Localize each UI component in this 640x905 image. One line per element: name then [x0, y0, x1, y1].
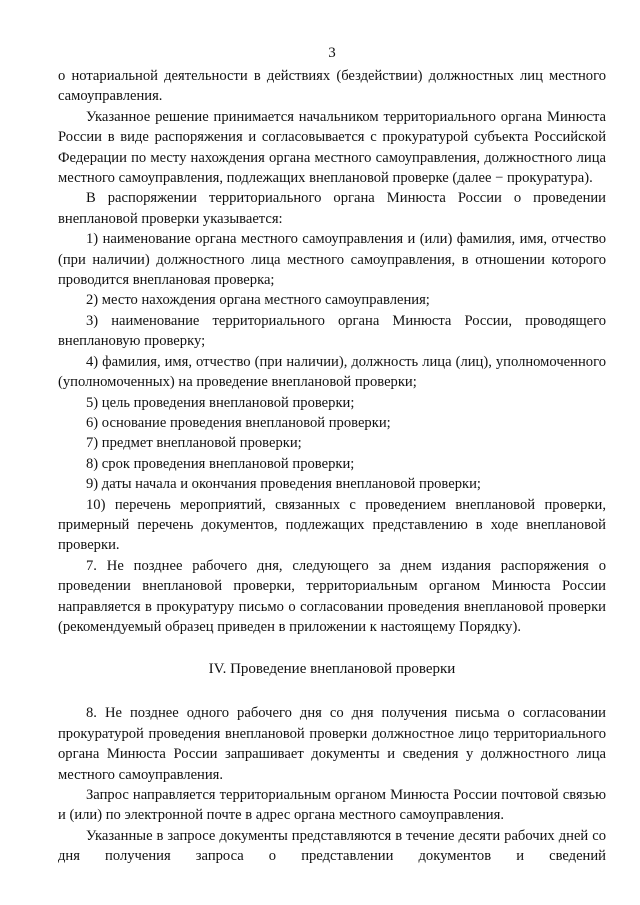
list-item: 3) наименование территориального органа Минюста России, проводящего внеплановую проверку;	[58, 312, 606, 350]
list-item: 2) место нахождения органа местного самоуправления;	[86, 292, 430, 309]
paragraph: В распоряжении территориального органа Минюста России о проведении внеплановой проверки указывается:	[58, 190, 606, 227]
list-item: 7) предмет внеплановой проверки;	[86, 435, 302, 452]
list-item: 10) перечень мероприятий, связанных с проведением внеплановой проверки, примерный перечень документов, подлежащих представлению в ходе внеплановой проверки.	[58, 496, 606, 554]
section-title: IV. Проведение внеплановой проверки	[208, 661, 456, 678]
list-item: 9) даты начала и окончания проведения внеплановой проверки;	[86, 476, 481, 493]
paragraph: Указанные в запросе документы представляются в течение десяти рабочих дней со дня получения запроса о представлении документов и сведений	[58, 827, 606, 865]
list-item: 8) срок проведения внеплановой проверки;	[86, 455, 355, 472]
paragraph: 8. Не позднее одного рабочего дня со дня получения письма о согласовании прокуратурой проведения внеплановой проверки должностное лицо территориального органа Минюста России запрашивает документы и сведения у должностного лица местного самоуправления.	[58, 705, 606, 783]
paragraph: о нотариальной деятельности в действиях (бездействии) должностных лиц местного самоуправления.	[58, 68, 606, 105]
paragraph: Указанное решение принимается начальником территориального органа Минюста России в виде распоряжения и согласовывается с прокуратурой субъекта Российской Федерации по месту нахождения органа местного самоуправления, должностного лица местного самоуправления, подлежащих внеплановой проверке (далее − прокуратура).	[58, 108, 606, 187]
page-number: 3	[328, 45, 336, 61]
paragraph: Запрос направляется территориальным органом Минюста России почтовой связью и (или) по электронной почте в адрес органа местного самоуправления.	[58, 787, 606, 824]
list-item: 5) цель проведения внеплановой проверки;	[86, 394, 355, 411]
paragraph: 7. Не позднее рабочего дня, следующего за днем издания распоряжения о проведении внеплановой проверки, территориальным органом Минюста России направляется в прокуратуру письмо о согласовании проведения внеплановой проверки (рекомендуемый образец приведен в приложении к настоящему Порядку).	[58, 557, 606, 635]
list-item: 6) основание проведения внеплановой проверки;	[86, 414, 391, 431]
list-item: 4) фамилия, имя, отчество (при наличии), должность лица (лиц), уполномоченного (уполномоченных) на проведение внеплановой проверки;	[58, 353, 606, 391]
list-item: 1) наименование органа местного самоуправления и (или) фамилия, имя, отчество (при наличии) должностного лица местного самоуправления, в отношении которого проводится внеплановая проверка;	[58, 231, 606, 289]
